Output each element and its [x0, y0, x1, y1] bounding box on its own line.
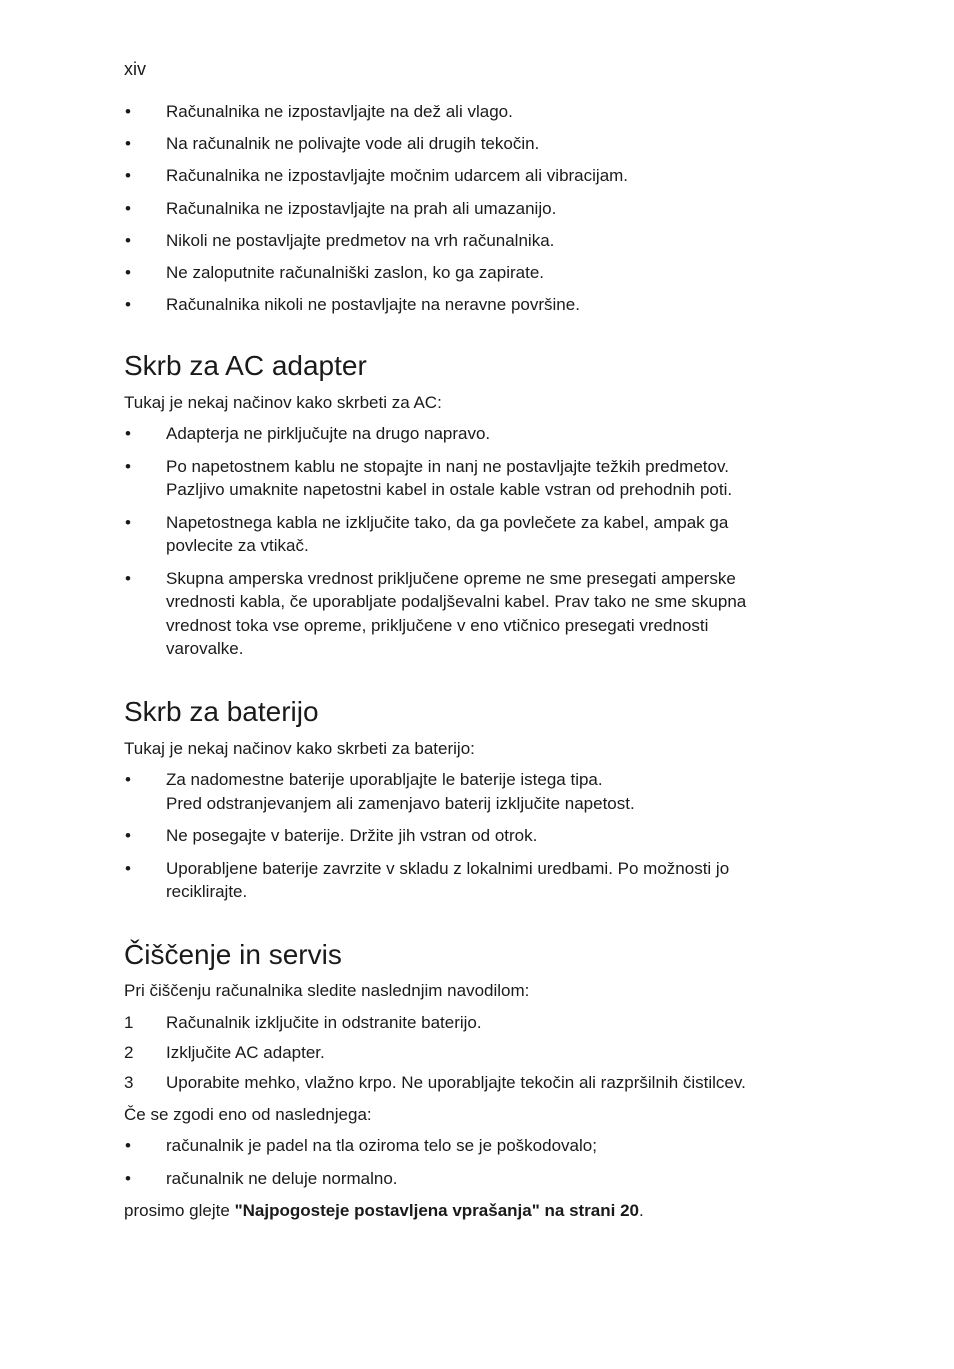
section-intro: Pri čiščenju računalnika sledite naslednjim navodilom: [124, 980, 530, 1000]
bullet-icon: • [125, 262, 131, 282]
list-item [124, 768, 824, 815]
list-item [124, 164, 824, 188]
list-item-text: Ne posegajte v baterije. Držite jih vstran od otrok. [166, 826, 538, 846]
faq-cross-reference-link[interactable]: "Najpogosteje postavljena vprašanja" na strani 20 [234, 1201, 639, 1221]
bullet-icon: • [125, 826, 131, 846]
bullet-icon: • [125, 770, 131, 790]
step-number: 2 [124, 1043, 134, 1063]
page-number: xiv [124, 59, 146, 79]
list-item-text: Računalnika ne izpostavljajte na dež ali vlago. [166, 102, 513, 121]
bullet-icon: • [125, 295, 131, 315]
bullet-icon: • [125, 424, 131, 444]
list-item [124, 132, 824, 156]
list-item [124, 567, 824, 661]
list-item [124, 293, 824, 317]
bullet-icon: • [125, 568, 131, 588]
section-heading-cleaning: Čiščenje in servis [124, 938, 342, 970]
bullet-icon: • [125, 858, 131, 878]
list-item-text: Skupna amperska vrednost priključene opreme ne sme presegati amperske [166, 568, 736, 588]
condition-text: Če se zgodi eno od naslednjega: [124, 1104, 372, 1124]
cleaning-cases-list [124, 1134, 824, 1190]
list-item-text: varovalke. [166, 639, 244, 659]
bullet-icon: • [125, 102, 131, 121]
list-item-text: Napetostnega kabla ne izključite tako, da ga povlečete za kabel, ampak ga [166, 512, 729, 532]
list-item [124, 197, 824, 221]
list-item-text: vrednosti kabla, če uporabljate podaljševalni kabel. Prav tako ne sme skupna [166, 592, 747, 612]
section-heading-battery: Skrb za baterijo [124, 695, 319, 727]
list-item-text: Po napetostnem kablu ne stopajte in nanj ne postavljajte težkih predmetov. [166, 456, 729, 476]
section-intro: Tukaj je nekaj načinov kako skrbeti za baterijo: [124, 738, 475, 758]
list-item-text: Na računalnik ne polivajte vode ali drugih tekočin. [166, 134, 540, 154]
list-item-text: Za nadomestne baterije uporabljajte le baterije istega tipa. [166, 770, 603, 790]
bullet-icon: • [125, 1168, 131, 1188]
closing-paragraph [124, 1199, 824, 1223]
section-heading-ac-adapter: Skrb za AC adapter [124, 349, 367, 381]
list-item [124, 824, 824, 848]
step-number: 1 [124, 1013, 134, 1033]
list-item [124, 422, 824, 446]
list-item-text: Ne zaloputnite računalniški zaslon, ko ga zapirate. [166, 262, 544, 282]
list-item [124, 229, 824, 253]
list-item-text: računalnik je padel na tla oziroma telo se je poškodovalo; [166, 1136, 597, 1156]
list-item [124, 857, 824, 904]
list-item-text: Adapterja ne pirključujte na drugo napravo. [166, 424, 491, 444]
list-item [124, 455, 824, 502]
list-item [124, 261, 824, 285]
closing-prefix: prosimo glejte [124, 1201, 235, 1221]
list-item [124, 1071, 824, 1095]
ac-bullet-list [124, 422, 824, 661]
list-item-text: Pazljivo umaknite napetostni kabel in ostale kable vstran od prehodnih poti. [166, 480, 733, 500]
list-item-text: Nikoli ne postavljajte predmetov na vrh računalnika. [166, 230, 555, 250]
closing-suffix: . [639, 1201, 644, 1221]
bullet-icon: • [125, 456, 131, 476]
list-item [124, 1167, 824, 1191]
bullet-icon: • [125, 166, 131, 186]
battery-bullet-list [124, 768, 824, 904]
bullet-icon: • [125, 198, 131, 218]
cleaning-steps-list [124, 1011, 824, 1095]
section-intro: Tukaj je nekaj načinov kako skrbeti za AC: [124, 392, 442, 412]
list-item-text: reciklirajte. [166, 882, 248, 902]
list-item-text: Računalnik izključite in odstranite baterijo. [166, 1013, 482, 1033]
list-item-text: računalnik ne deluje normalno. [166, 1168, 398, 1188]
bullet-icon: • [125, 1136, 131, 1156]
list-item-text: Uporabite mehko, vlažno krpo. Ne uporabljajte tekočin ali razpršilnih čistilcev. [166, 1073, 746, 1093]
document-body [124, 100, 824, 1223]
list-item-text: Uporabljene baterije zavrzite v skladu z lokalnimi uredbami. Po možnosti jo [166, 858, 730, 878]
list-item [124, 511, 824, 558]
list-item-text: Pred odstranjevanjem ali zamenjavo baterij izključite napetost. [166, 793, 635, 813]
bullet-icon: • [125, 230, 131, 250]
bullet-icon: • [125, 512, 131, 532]
list-item [124, 1134, 824, 1158]
list-item-text: povlecite za vtikač. [166, 536, 309, 556]
intro-bullet-list [124, 100, 824, 317]
list-item [124, 1041, 824, 1065]
bullet-icon: • [125, 134, 131, 154]
list-item-text: Računalnika ne izpostavljajte močnim udarcem ali vibracijam. [166, 166, 629, 186]
step-number: 3 [124, 1073, 134, 1093]
list-item-text: Računalnika ne izpostavljajte na prah ali umazanijo. [166, 198, 557, 218]
list-item-text: Izključite AC adapter. [166, 1043, 325, 1063]
list-item [124, 100, 824, 124]
list-item [124, 1011, 824, 1035]
list-item-text: Računalnika nikoli ne postavljajte na neravne površine. [166, 295, 580, 315]
list-item-text: vrednost toka vse opreme, priključene v eno vtičnico presegati vrednosti [166, 615, 709, 635]
